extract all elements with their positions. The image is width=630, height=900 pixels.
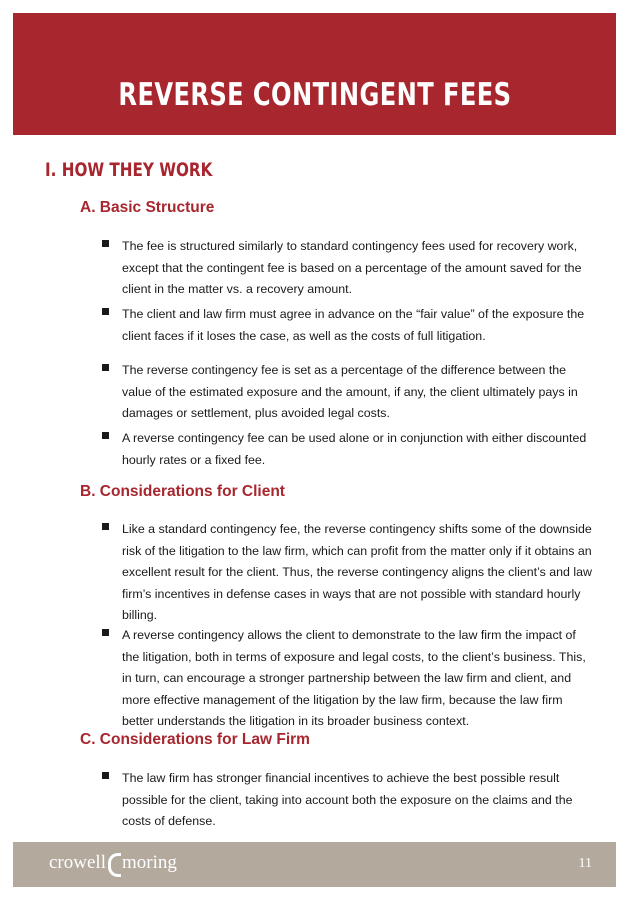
footer-band: [13, 842, 616, 887]
subsection-basic-structure: [80, 198, 214, 218]
square-bullet-icon: [102, 523, 109, 530]
bullet-text: Like a standard contingency fee, the reverse contingency shifts some of the downside risk of the litigation to the law firm, which can profit from the matter only if it obtains an excellent result for the client. Thus, the reverse contingency aligns the client’s and law firm’s incentives in defense cases in ways that are not possible with standard hourly billing.: [122, 522, 592, 622]
header-band: [13, 13, 616, 135]
bullet-text: A reverse contingency fee can be used alone or in conjunction with either discounted hourly rates or a fixed fee.: [122, 431, 587, 467]
logo-mark-icon: [108, 853, 121, 877]
bullet-text: A reverse contingency allows the client to demonstrate to the law firm the impact of the litigation, both in terms of exposure and legal costs, to the client’s business. This, in turn, can encourage a stronger partnership between the law firm and client, and more effective management of the litigation by the law firm, because the law firm better understands the litigation in its broader business context.: [122, 628, 586, 728]
square-bullet-icon: [102, 364, 109, 371]
subsection-heading: B. Considerations for Client: [80, 483, 285, 500]
page-number: 11: [578, 856, 592, 871]
square-bullet-icon: [102, 240, 109, 247]
square-bullet-icon: [102, 772, 109, 779]
page-title: REVERSE CONTINGENT FEES: [117, 77, 512, 113]
crowell-moring-logo: [49, 851, 177, 875]
square-bullet-icon: [102, 432, 109, 439]
logo-text-right: moring: [121, 852, 177, 873]
subsection-heading: C. Considerations for Law Firm: [80, 731, 310, 748]
subsection-considerations-law-firm: [80, 730, 310, 750]
bullet-text: The law firm has stronger financial incentives to achieve the best possible result possible for the client, taking into account both the exposure on the claims and the costs of defense.: [122, 771, 573, 828]
bullet-text: The client and law firm must agree in advance on the “fair value” of the exposure the client faces if it loses the case, as well as the costs of full litigation.: [122, 307, 585, 343]
square-bullet-icon: [102, 308, 109, 315]
subsection-considerations-client: [80, 482, 285, 502]
bullet-text: The fee is structured similarly to standard contingency fees used for recovery work, except that the contingent fee is based on a percentage of the amount saved for the client in the matter vs. a recovery amount.: [122, 239, 582, 296]
subsection-heading: A. Basic Structure: [80, 199, 215, 216]
logo-text-left: crowell: [49, 852, 106, 873]
section-heading: I. HOW THEY WORK: [45, 159, 213, 181]
bullet-text: The reverse contingency fee is set as a percentage of the difference between the value of the estimated exposure and the amount, if any, the client ultimately pays in damages or settlement, plus avoided legal costs.: [122, 363, 578, 420]
square-bullet-icon: [102, 629, 109, 636]
